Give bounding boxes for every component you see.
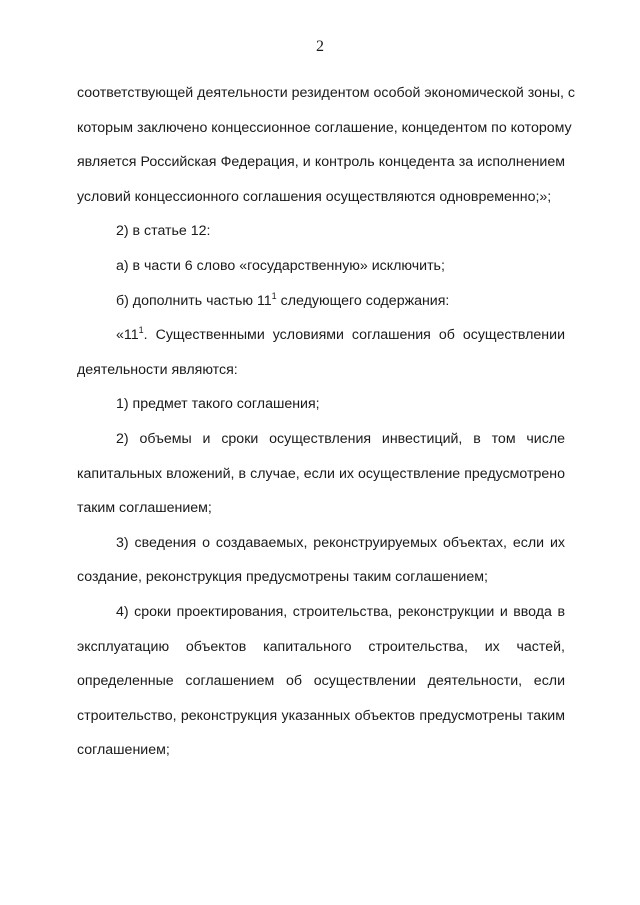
text-line: капитальных вложений, в случае, если их осуществление предусмотрено <box>77 465 565 482</box>
text-fragment: . Существенными условиями соглашения об осуществлении <box>143 327 565 344</box>
text-line: 4) сроки проектирования, строительства, реконструкции и ввода в <box>116 603 565 620</box>
superscript: 1 <box>271 290 277 301</box>
text-line: а) в части 6 слово «государственную» исключить; <box>116 257 445 274</box>
text-fragment: «11 <box>116 327 139 344</box>
text-line <box>77 318 565 353</box>
text-line: создание, реконструкция предусмотрены таким соглашением; <box>77 569 488 586</box>
text-line: деятельности являются: <box>77 361 238 378</box>
text-line: которым заключено концессионное соглашение, концедентом по которому <box>77 119 572 136</box>
superscript: 1 <box>138 325 144 336</box>
page-number: 2 <box>316 38 324 55</box>
text-line: является Российская Федерация, и контроль концедента за исполнением <box>77 154 565 171</box>
text-line <box>77 284 565 319</box>
text-line: таким соглашением; <box>77 500 212 517</box>
text-fragment: б) дополнить частью 11 <box>116 292 272 309</box>
text-line: определенные соглашением об осуществлении деятельности, если <box>77 673 565 690</box>
text-line: условий концессионного соглашения осуществляются одновременно;»; <box>77 188 552 205</box>
document-body <box>77 76 576 768</box>
text-fragment: следующего содержания: <box>276 292 450 309</box>
text-line: 3) сведения о создаваемых, реконструируемых объектах, если их <box>116 534 565 551</box>
text-line: 1) предмет такого соглашения; <box>116 396 320 413</box>
text-line: 2) в статье 12: <box>116 223 211 240</box>
text-line: соответствующей деятельности резидентом особой экономической зоны, с <box>77 85 576 101</box>
text-line: 2) объемы и сроки осуществления инвестиций, в том числе <box>116 430 565 447</box>
text-line: строительство, реконструкция указанных объектов предусмотрены таким <box>77 707 565 724</box>
text-line: соглашением; <box>77 742 170 759</box>
text-line: эксплуатацию объектов капитального строительства, их частей, <box>77 638 565 655</box>
